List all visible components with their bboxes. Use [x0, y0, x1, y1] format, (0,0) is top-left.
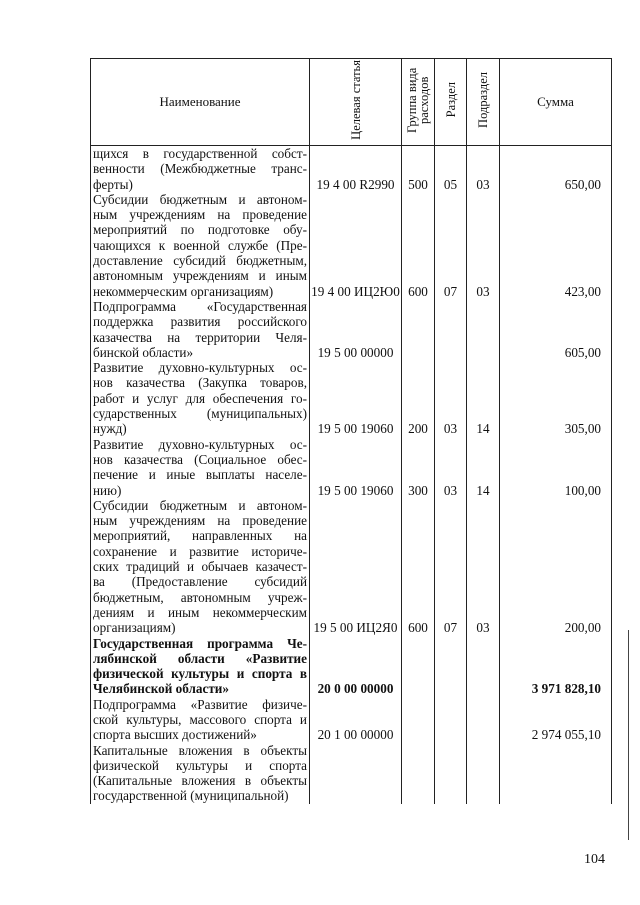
row-name: [91, 437, 310, 498]
row-group: 500: [402, 146, 435, 192]
row-group: 600: [402, 192, 435, 299]
row-section: 05: [435, 146, 467, 192]
row-name-line: ферты): [93, 176, 133, 192]
row-code: [310, 743, 402, 804]
row-name-line: венности (Межбюджетные транс-: [93, 161, 307, 177]
row-name-line: нов казачества (Социальное обес-: [93, 451, 307, 467]
budget-table: [90, 58, 612, 804]
row-name-line: бюджетным, автономным учреж-: [93, 589, 307, 605]
row-name-line: работ и услуг для обеспечения го-: [93, 390, 307, 406]
row-subsection: [467, 299, 500, 360]
row-section: [435, 743, 467, 804]
row-name-line: физической культуры и спорта в: [93, 666, 307, 682]
row-name-line: сохранение и развитие историче-: [93, 543, 307, 559]
header-group: Группа вида расходов: [402, 59, 435, 146]
row-group: [402, 697, 435, 743]
row-subsection: 14: [467, 437, 500, 498]
row-subsection: 03: [467, 192, 500, 299]
row-name-line: Субсидии бюджетным и автоном-: [93, 191, 307, 207]
table-row: [91, 146, 612, 192]
row-sum: 2 974 055,10: [500, 697, 612, 743]
header-name: Наименование: [91, 59, 310, 146]
header-subsection: Подраздел: [467, 59, 500, 146]
row-sum: 100,00: [500, 437, 612, 498]
table-row: [91, 192, 612, 299]
row-name-line: некоммерческим организациям): [93, 283, 274, 299]
row-name-line: лябинской области «Развитие: [93, 650, 307, 666]
row-code: 19 5 00 19060: [310, 437, 402, 498]
row-name-line: мероприятий по подготовке обу-: [93, 222, 307, 238]
row-name-line: Подпрограмма «Государственная: [93, 298, 307, 314]
header-code: Целевая статья: [310, 59, 402, 146]
row-name: [91, 498, 310, 636]
row-name-line: Развитие духовно-культурных ос-: [93, 436, 307, 452]
row-group: 200: [402, 360, 435, 436]
row-sum: 305,00: [500, 360, 612, 436]
table-body: [91, 146, 612, 804]
row-code: 19 5 00 19060: [310, 360, 402, 436]
row-name-line: Государственная программа Че-: [93, 635, 307, 651]
row-name: [91, 743, 310, 804]
table-row: [91, 299, 612, 360]
row-name-line: бинской области»: [93, 344, 194, 360]
row-name-line: Субсидии бюджетным и автоном-: [93, 497, 307, 513]
row-sum: 650,00: [500, 146, 612, 192]
row-section: 07: [435, 498, 467, 636]
row-sum: 605,00: [500, 299, 612, 360]
row-code: 19 5 00 ИЦ2Я0: [310, 498, 402, 636]
row-sum: 3 971 828,10: [500, 636, 612, 697]
row-code: 20 1 00 00000: [310, 697, 402, 743]
header-section: Раздел: [435, 59, 467, 146]
row-name: [91, 299, 310, 360]
row-group: 600: [402, 498, 435, 636]
row-name-line: нужд): [93, 421, 127, 437]
row-subsection: [467, 743, 500, 804]
row-name-line: нов казачества (Закупка товаров,: [93, 375, 307, 391]
row-name-line: сударственных (муниципальных): [93, 406, 307, 422]
row-section: 03: [435, 360, 467, 436]
row-name-line: Подпрограмма «Развитие физиче-: [93, 696, 307, 712]
table-row: [91, 636, 612, 697]
row-name: [91, 697, 310, 743]
row-code: 19 5 00 00000: [310, 299, 402, 360]
table-header-row: [91, 59, 612, 146]
table-row: [91, 437, 612, 498]
row-code: 20 0 00 00000: [310, 636, 402, 697]
row-name-line: печение и иные выплаты населе-: [93, 467, 307, 483]
table-row: [91, 743, 612, 804]
row-group: [402, 743, 435, 804]
page-number: 104: [584, 852, 605, 867]
header-sum: Сумма: [500, 59, 612, 146]
row-name-line: ным учреждениям на проведение: [93, 207, 307, 223]
row-group: 300: [402, 437, 435, 498]
row-name-line: мероприятий, направленных на: [93, 528, 307, 544]
row-name-line: Развитие духовно-культурных ос-: [93, 360, 307, 376]
row-name-line: чающихся к военной службе (Пре-: [93, 237, 307, 253]
row-section: 03: [435, 437, 467, 498]
row-name-line: поддержка развития российского: [93, 314, 307, 330]
row-section: [435, 636, 467, 697]
row-name-line: ских традиций и обычаев казачест-: [93, 559, 307, 575]
margin-rule: [628, 630, 629, 840]
row-subsection: 14: [467, 360, 500, 436]
row-sum: 200,00: [500, 498, 612, 636]
row-subsection: [467, 636, 500, 697]
row-name-line: (Капитальные вложения в объекты: [93, 773, 307, 789]
row-subsection: [467, 697, 500, 743]
row-sum: 423,00: [500, 192, 612, 299]
row-name-line: ва (Предоставление субсидий: [93, 574, 307, 590]
table-row: [91, 697, 612, 743]
table-row: [91, 360, 612, 436]
row-name-line: Челябинской области»: [93, 681, 229, 697]
row-section: [435, 697, 467, 743]
row-name: [91, 146, 310, 192]
row-name-line: государственной (муниципальной): [93, 788, 289, 804]
row-name-line: дениям и иным некоммерческим: [93, 604, 307, 620]
row-name-line: казачества на территории Челя-: [93, 329, 307, 345]
row-name: [91, 636, 310, 697]
row-name-line: ской культуры, массового спорта и: [93, 711, 307, 727]
table-row: [91, 498, 612, 636]
row-name-line: ным учреждениям на проведение: [93, 513, 307, 529]
row-name-line: щихся в государственной собст-: [93, 146, 307, 161]
row-section: [435, 299, 467, 360]
row-name-line: спорта высших достижений»: [93, 727, 257, 743]
row-group: [402, 299, 435, 360]
row-subsection: 03: [467, 498, 500, 636]
row-name: [91, 360, 310, 436]
row-subsection: 03: [467, 146, 500, 192]
row-code: 19 4 00 ИЦ2Ю0: [310, 192, 402, 299]
row-name-line: физической культуры и спорта: [93, 757, 307, 773]
row-name-line: автономным учреждениям и иным: [93, 268, 307, 284]
row-name-line: доставление субсидий бюджетным,: [93, 253, 307, 269]
row-name-line: организациям): [93, 620, 176, 636]
row-name-line: нию): [93, 482, 122, 498]
row-name-line: Капитальные вложения в объекты: [93, 742, 307, 758]
row-name: [91, 192, 310, 299]
row-sum: [500, 743, 612, 804]
row-code: 19 4 00 R2990: [310, 146, 402, 192]
row-section: 07: [435, 192, 467, 299]
row-group: [402, 636, 435, 697]
